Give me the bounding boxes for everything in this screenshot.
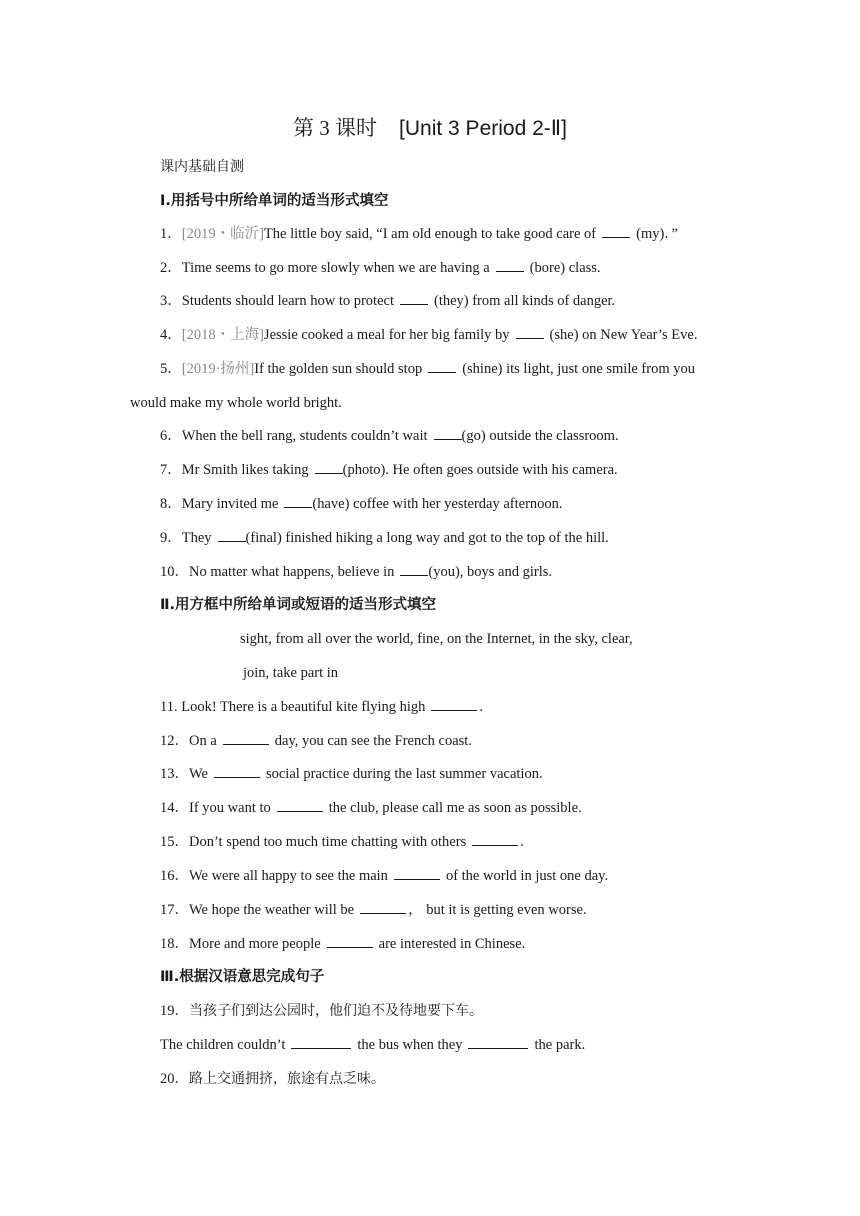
answer-blank[interactable]: [400, 561, 428, 576]
answer-blank[interactable]: [214, 763, 260, 778]
section-2-heading: Ⅱ.用方框中所给单词或短语的适当形式填空: [160, 597, 437, 613]
question-3: 3．Students should learn how to protect (they) from all kinds of danger.: [160, 290, 615, 312]
question-source: [2018・上海]: [181, 327, 264, 343]
section-3-heading: Ⅲ.根据汉语意思完成句子: [160, 969, 325, 985]
question-18: 18．More and more people are interested in Chinese.: [160, 933, 525, 955]
question-5: 5．[2019·扬州]If the golden sun should stop (shine) its light, just one smile from you: [160, 358, 695, 380]
question-11: 11. Look! There is a beautiful kite flying high .: [160, 696, 483, 718]
question-17: 17．We hope the weather will be ， but it is getting even worse.: [160, 899, 587, 921]
question-2: 2．Time seems to go more slowly when we are having a (bore) class.: [160, 257, 601, 279]
answer-blank[interactable]: [431, 696, 477, 711]
answer-blank[interactable]: [400, 290, 428, 305]
answer-blank[interactable]: [284, 493, 312, 508]
subtitle: 课内基础自测: [160, 159, 244, 175]
question-16: 16．We were all happy to see the main of the world in just one day.: [160, 865, 608, 887]
answer-blank[interactable]: [277, 797, 323, 812]
answer-blank[interactable]: [428, 358, 456, 373]
question-4: 4．[2018・上海]Jessie cooked a meal for her big family by (she) on New Year’s Eve.: [160, 324, 697, 346]
question-5-continued: would make my whole world bright.: [130, 395, 342, 411]
answer-blank[interactable]: [394, 865, 440, 880]
question-8: 8．Mary invited me (have) coffee with her yesterday afternoon.: [160, 493, 563, 515]
section-1-heading: Ⅰ.用括号中所给单词的适当形式填空: [160, 193, 389, 209]
question-20: 20．路上交通拥挤，旅途有点乏味。: [160, 1071, 385, 1087]
title-english: [Unit 3 Period 2-Ⅱ]: [399, 117, 567, 140]
question-12: 12．On a day, you can see the French coast.: [160, 730, 472, 752]
answer-blank[interactable]: [434, 425, 462, 440]
question-source: [2019・临沂]: [181, 226, 264, 242]
word-box-line-1: sight, from all over the world, fine, on the Internet, in the sky, clear,: [240, 631, 633, 647]
question-7: 7．Mr Smith likes taking (photo). He often goes outside with his camera.: [160, 459, 618, 481]
question-1: 1．[2019・临沂]The little boy said, “I am old enough to take good care of (my)．”: [160, 223, 678, 245]
answer-blank[interactable]: [516, 324, 544, 339]
answer-blank[interactable]: [468, 1034, 528, 1049]
page-title: [0, 114, 860, 143]
question-19-english: The children couldn’t the bus when they the park.: [160, 1034, 585, 1056]
question-source: [2019·扬州]: [181, 361, 255, 377]
answer-blank[interactable]: [472, 831, 518, 846]
question-6: 6．When the bell rang, students couldn’t wait (go) outside the classroom.: [160, 425, 619, 447]
question-15: 15．Don’t spend too much time chatting with others .: [160, 831, 524, 853]
answer-blank[interactable]: [291, 1034, 351, 1049]
question-19: 19．当孩子们到达公园时，他们迫不及待地要下车。: [160, 1003, 483, 1019]
question-13: 13．We social practice during the last summer vacation.: [160, 763, 543, 785]
title-chinese: 第 3 课时: [293, 116, 378, 140]
answer-blank[interactable]: [360, 899, 406, 914]
answer-blank[interactable]: [218, 527, 246, 542]
word-box-line-2: join, take part in: [243, 665, 339, 681]
answer-blank[interactable]: [315, 459, 343, 474]
answer-blank[interactable]: [602, 223, 630, 238]
question-10: 10．No matter what happens, believe in (you), boys and girls.: [160, 561, 552, 583]
question-14: 14．If you want to the club, please call me as soon as possible.: [160, 797, 582, 819]
answer-blank[interactable]: [327, 933, 373, 948]
answer-blank[interactable]: [496, 257, 524, 272]
question-9: 9．They (final) finished hiking a long way and got to the top of the hill.: [160, 527, 609, 549]
answer-blank[interactable]: [223, 730, 269, 745]
